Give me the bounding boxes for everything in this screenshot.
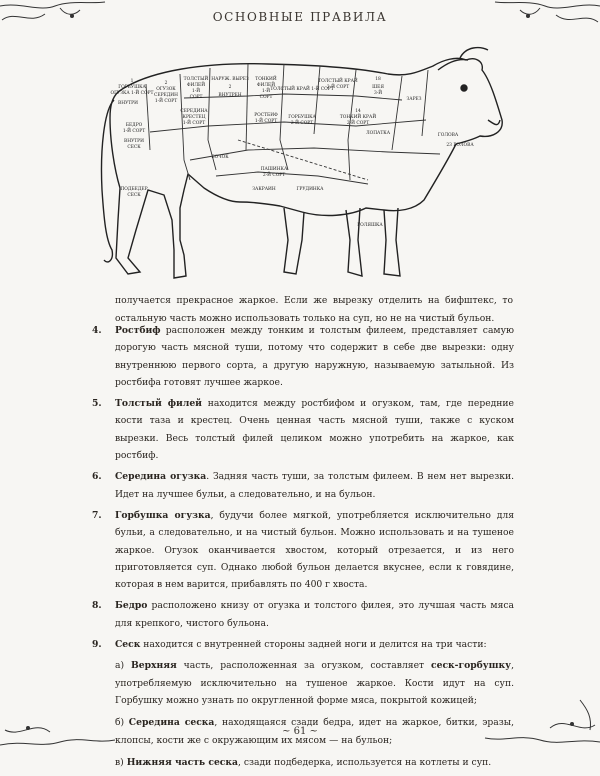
diagram-label: НАРУЖ. ВЫРЕЗ <box>211 77 249 82</box>
diagram-label: СЕСК <box>127 145 141 150</box>
diagram-label: ВНУТРИ <box>124 139 144 144</box>
item-number: 9. <box>92 639 102 651</box>
item-text: , будучи более мягкой, употребляется исключительно для бульи, а следовательно, и на чистый бульон. Можно использовать и на тушеное жаркое. Огузок оканчивается хвостом, который отрезается, и из него приготовляется суп. Однако любой бульон делается вкуснее, если к говядине, которая в нем варится, прибавлять по 400 г хвоста. <box>115 509 515 591</box>
item-text: расположено книзу от огузка и толстого филея, это лучшая часть мяса для крепкого, чистого бульона. <box>115 600 514 629</box>
diagram-label: ПОДБЕДЕР <box>120 187 148 192</box>
diagram-label: 2-Й СОРТ <box>326 85 350 90</box>
diagram-label: 18 <box>375 77 381 82</box>
list-item <box>92 507 514 593</box>
diagram-label: СОРТ <box>259 95 273 100</box>
item-term: Бедро <box>115 600 148 612</box>
intro-paragraph: получается прекрасное жаркое. Если же вырезку отделить на бифштекс, то остальную часть можно использовать только на суп, но не на чистый бульон. <box>115 295 513 324</box>
sub-item <box>92 754 514 771</box>
diagram-label: ТОНКИЙ КРАЙ <box>339 115 377 120</box>
diagram-label: ВНУТРИ <box>118 101 138 106</box>
item-number: 8. <box>92 600 102 612</box>
list-item <box>92 322 514 391</box>
item-number: 7. <box>92 509 102 521</box>
diagram-label: ВНУТРЕН <box>218 93 242 98</box>
diagram-label: ТОЛСТЫЙ КРАЙ 1-Й СОРТ <box>270 87 334 92</box>
sub-text: часть, расположенная за огузком, составляет <box>176 660 431 672</box>
item-term: Горбушка огузка <box>115 509 211 521</box>
sub-term: Верхняя <box>130 660 177 672</box>
diagram-label: ПАШИНКА <box>260 167 288 172</box>
item-number: 5. <box>92 398 102 410</box>
diagram-label: 1-Й СОРТ <box>154 99 178 104</box>
diagram-label: СОРТ <box>189 95 203 100</box>
sub-text-end: , употребляемую исключительно на тушеное жаркое. Кости идут на суп. Горбушку можно узнать по округленной форме мяса, покрытой кожицей; <box>115 660 514 706</box>
sub-term: Нижняя часть сеска <box>126 756 238 768</box>
page-number: ~ 61 ~ <box>282 726 318 737</box>
diagram-label: 14 <box>355 109 361 114</box>
diagram-label: 1-Й СОРТ <box>254 119 278 124</box>
sub-prefix: в) <box>115 756 127 768</box>
item-text: находится между ростбифом и огузком, там, где передние кости таза и крестец. Очень ценная часть мясной туши, также с куском вырезки. Весь толстый филей целиком можно употребить на жаркое, как ростбиф. <box>115 398 514 462</box>
diagram-label: ГРУДИНКА <box>296 187 324 192</box>
diagram-label: ЗАРЕЗ <box>406 97 422 102</box>
diagram-label: 1-Й СОРТ <box>122 129 146 134</box>
item-text: расположен между тонким и толстым филеем, представляет самую дорогую часть мясной туши, потому что содержит в себе две вырезки: одну внутреннюю первого сорта, а другую наружную, называемую затыльной. Из ростбифа готовят лучшее жаркое. <box>115 325 514 388</box>
beef-cuts-diagram <box>88 40 503 288</box>
diagram-label: СЕРЕДИН <box>154 93 178 98</box>
diagram-label: ФИЛЕЙ <box>186 83 206 88</box>
item-term: Середина огузка <box>115 471 207 483</box>
diagram-label: БОЧОК <box>211 155 229 160</box>
item-term: Толстый филей <box>115 398 202 410</box>
diagram-label: 2-Й СОРТ <box>346 121 370 126</box>
diagram-label: 3-Й <box>373 91 383 96</box>
diagram-label: ГОЛЯШКА <box>357 223 383 228</box>
item-number: 6. <box>92 471 102 483</box>
cuts-list <box>92 322 514 776</box>
item-term: Сеск <box>115 639 141 651</box>
sub-text: , находящаяся сзади бедра, идет на жаркое, битки, эразы, клопсы, кости же с окружающим их мясом — на бульон; <box>115 717 514 746</box>
item-term: Ростбиф <box>115 325 161 336</box>
diagram-label: ФИЛЕЙ <box>256 83 276 88</box>
diagram-label: СЕСК <box>127 193 141 198</box>
diagram-label: СЕРЕДИНА <box>180 109 208 114</box>
diagram-label: ШЕЯ <box>372 85 384 90</box>
diagram-label: ГОРБУШКА <box>288 115 316 120</box>
diagram-label: КРЕСТЕЦ <box>182 115 206 120</box>
diagram-label: 2-Й СОРТ <box>290 121 314 126</box>
sub-term: Середина сеска <box>128 717 215 729</box>
diagram-label: ЗАКРАИН <box>252 187 276 192</box>
diagram-label: РОСТБИФ <box>254 113 278 118</box>
diagram-label: ГОЛОВА <box>437 133 459 138</box>
diagram-label: 23 ГОЛОВА <box>446 143 474 148</box>
diagram-label: ТОЛСТЫЙ КРАЙ <box>318 79 358 84</box>
list-item <box>92 395 514 464</box>
diagram-label: ТОЛСТЫЙ <box>183 77 209 82</box>
diagram-label: 2 <box>164 81 168 86</box>
sub-prefix: а) <box>115 660 131 672</box>
diagram-label: ТОНКИЙ <box>255 77 277 82</box>
diagram-label: ГОРБУШКА <box>118 85 146 90</box>
diagram-label: 1-Й СОРТ <box>182 121 206 126</box>
diagram-label: ОГУЗКА 1-Й СОРТ <box>110 91 154 96</box>
sub-term-secondary: сеск-горбушку <box>431 660 512 672</box>
item-number: 4. <box>92 325 102 336</box>
diagram-label: ЛОПАТКА <box>365 131 391 136</box>
sub-prefix: б) <box>115 717 129 729</box>
item-text: находится с внутренней стороны задней ноги и делится на три части: <box>140 639 487 651</box>
diagram-label: БЕДРО <box>125 123 143 128</box>
page-header-title: ОСНОВНЫЕ ПРАВИЛА <box>212 10 388 24</box>
list-item <box>92 468 514 503</box>
diagram-label: 2-Й СОРТ <box>262 173 286 178</box>
diagram-label: 1 <box>130 79 134 84</box>
list-item <box>92 636 514 653</box>
sub-item <box>92 657 514 709</box>
item-text: . Задняя часть туши, за толстым филеем. В нем нет вырезки. Идет на лучшее бульи, а следовательно, и на бульон. <box>115 471 514 500</box>
diagram-label: 1-Й <box>261 89 271 94</box>
diagram-label: 2 <box>228 85 232 90</box>
diagram-label: 1-Й <box>191 89 201 94</box>
list-item <box>92 597 514 632</box>
sub-text: , сзади подбедерка, используется на котлеты и суп. <box>237 756 492 768</box>
diagram-label: ОГУЗОК <box>156 87 176 92</box>
